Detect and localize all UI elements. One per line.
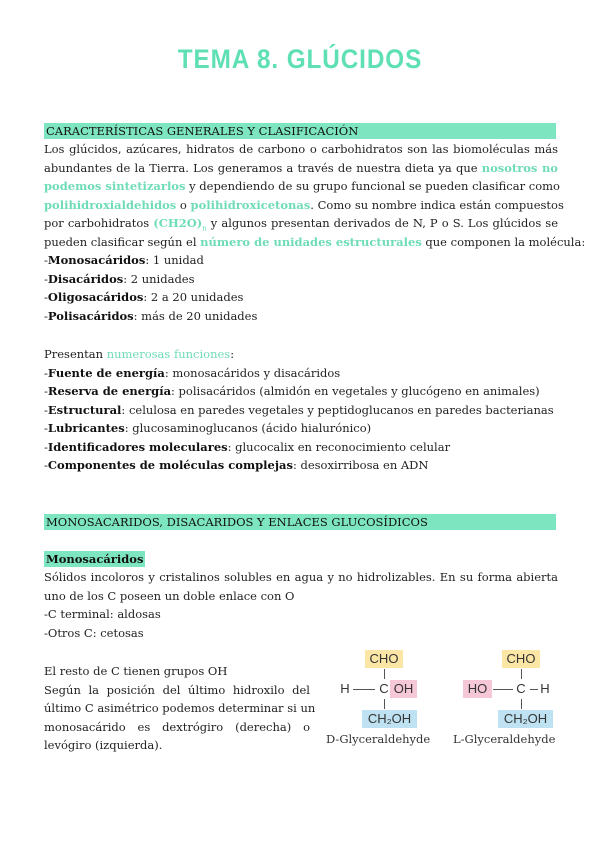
mono-line-4: -Otros C: cetosas: [44, 625, 144, 640]
highlight: nosotros no: [481, 160, 558, 175]
text: abundantes de la Tierra. Los generamos a través de nuestra dieta ya que: [44, 160, 482, 175]
list-item: -Reserva de energía: polisacáridos (almidón en vegetales y glucógeno en animales): [44, 384, 540, 398]
desc: : glucocalix en reconocimiento celular: [227, 439, 451, 454]
text: o: [176, 197, 191, 212]
term: Polisacáridos: [47, 308, 134, 323]
list-item: -Oligosacáridos: 2 a 20 unidades: [44, 290, 244, 304]
highlight: polihidroxicetonas: [190, 197, 311, 212]
chirality-line-4: monosacárido es dextrógiro (derecha) o: [44, 719, 310, 734]
intro-paragraph: [44, 140, 564, 238]
section-heading-characteristics: CARACTERÍSTICAS GENERALES Y CLASIFICACIÓN: [44, 123, 556, 139]
mono-line-2: uno de los C poseen un doble enlace con O: [44, 588, 295, 603]
c-atom: C: [379, 681, 389, 696]
list-item: -Disacáridos: 2 unidades: [44, 271, 195, 286]
ch2oh-group: CH₂OH: [498, 710, 553, 728]
highlight: polihidroxialdehidos: [44, 197, 177, 212]
list-item: -Identificadores moleculares: glucocalix en reconocimiento celular: [44, 439, 451, 454]
mono-paragraph: [44, 568, 558, 642]
desc: : más de 20 unidades: [133, 308, 258, 323]
functions-intro: [44, 345, 558, 364]
text: y algunos presentan derivados de N, P o S. Los glúcidos se: [206, 216, 558, 230]
text: que componen la molécula:: [421, 234, 586, 249]
h-atom: H: [540, 681, 550, 696]
oh-group: OH: [390, 680, 417, 698]
section-heading-monosaccharides: MONOSACARIDOS, DISACARIDOS Y ENLACES GLUCOSÍDICOS: [44, 514, 556, 530]
chirality-line-2: Según la posición del último hidroxilo del: [44, 682, 310, 697]
classification-list: [44, 251, 558, 325]
desc: : monosacáridos y disacáridos: [164, 365, 341, 380]
c-atom: C: [516, 681, 526, 696]
highlight: podemos sintetizarlos: [44, 179, 186, 193]
chirality-line-3: último C asimétrico podemos determinar si un: [44, 701, 316, 715]
h-atom: H: [340, 681, 350, 696]
bond-line: [521, 669, 522, 679]
bond-line: [353, 689, 375, 690]
list-item: -Lubricantes: glucosaminoglucanos (ácido hialurónico): [44, 421, 372, 435]
ch2oh-group: CH₂OH: [362, 710, 417, 728]
intro-line-1: Los glúcidos, azúcares, hidratos de carbono o carbohidratos son las biomoléculas más: [44, 142, 558, 156]
desc: : 2 a 20 unidades: [143, 290, 244, 304]
mono-line-1: Sólidos incoloros y cristalinos solubles en agua y no hidrolizables. En su forma abierta: [44, 570, 558, 584]
intro-line-6: [44, 233, 586, 252]
highlight: número de unidades estructurales: [200, 234, 422, 249]
d-glyceraldehyde-label: D-Glyceraldehyde: [326, 732, 431, 746]
desc: : 2 unidades: [123, 271, 195, 286]
list-item: -Monosacáridos: 1 unidad: [44, 253, 204, 267]
list-item: -Fuente de energía: monosacáridos y disacáridos: [44, 365, 341, 380]
bond-line: [384, 669, 385, 679]
ho-group: HO: [463, 680, 492, 698]
text: :: [230, 347, 235, 361]
term: Reserva de energía: [47, 384, 172, 398]
desc: : desoxirribosa en ADN: [292, 458, 429, 472]
intro-line-3: [44, 177, 558, 196]
intro-paragraph-end: [44, 233, 586, 252]
term: Estructural: [47, 402, 122, 417]
term: Oligosacáridos: [47, 290, 144, 304]
desc: : 1 unidad: [145, 253, 204, 267]
cho-group: CHO: [502, 650, 540, 668]
text: . Como su nombre indica están compuestos: [310, 197, 564, 212]
term: Lubricantes: [47, 421, 125, 435]
chirality-paragraph: [44, 662, 316, 755]
term: Fuente de energía: [47, 365, 165, 380]
formula-subscript: n: [202, 224, 207, 233]
l-glyceraldehyde-label: L-Glyceraldehyde: [453, 732, 556, 746]
desc: : celulosa en paredes vegetales y peptidoglucanos en paredes bacterianas: [121, 402, 554, 417]
text: y dependiendo de su grupo funcional se pueden clasificar como: [185, 179, 560, 193]
list-item: -Componentes de moléculas complejas: desoxirribosa en ADN: [44, 458, 429, 472]
term: Disacáridos: [47, 271, 124, 286]
text: pueden clasificar según el: [44, 234, 201, 249]
list-item: -Estructural: celulosa en paredes vegetales y peptidoglucanos en paredes bacterianas: [44, 402, 554, 417]
bond-line: [530, 689, 538, 690]
bond-line: [493, 689, 513, 690]
text: por carbohidratos: [44, 216, 154, 230]
term: Identificadores moleculares: [47, 439, 228, 454]
bond-line: [521, 699, 522, 709]
desc: : polisacáridos (almidón en vegetales y glucógeno en animales): [171, 384, 540, 398]
highlight: numerosas funciones: [106, 347, 231, 361]
mono-line-3: -C terminal: aldosas: [44, 607, 161, 621]
chirality-line-5: levógiro (izquierda).: [44, 738, 163, 752]
subheading-monosaccharides: Monosacáridos: [46, 552, 144, 566]
intro-line-2: [44, 159, 558, 178]
bond-line: [384, 699, 385, 709]
term: Componentes de moléculas complejas: [47, 458, 293, 472]
intro-line-4: [44, 196, 564, 215]
chirality-line-1: El resto de C tienen grupos OH: [44, 664, 228, 678]
text: Presentan: [44, 347, 107, 361]
list-item: -Polisacáridos: más de 20 unidades: [44, 308, 258, 323]
page-title: TEMA 8. GLÚCIDOS: [177, 44, 423, 74]
cho-group: CHO: [365, 650, 403, 668]
desc: : glucosaminoglucanos (ácido hialurónico): [124, 421, 372, 435]
functions-list: [44, 345, 558, 475]
formula: (CH2O): [153, 216, 203, 230]
term: Monosacáridos: [47, 253, 146, 267]
